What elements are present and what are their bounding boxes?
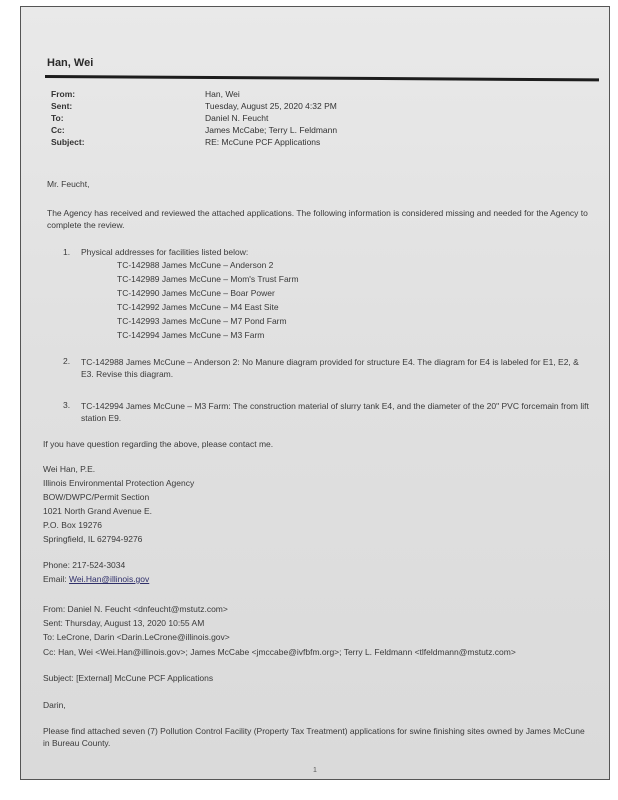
orig-to: To: LeCrone, Darin <Darin.LeCrone@illinois.gov> bbox=[43, 632, 230, 642]
page-number: 1 bbox=[313, 767, 317, 774]
header-divider bbox=[45, 75, 599, 81]
facility-item: TC-142994 James McCune – M3 Farm bbox=[117, 330, 265, 340]
facility-item: TC-142989 James McCune – Mom's Trust Farm bbox=[117, 274, 299, 284]
signature-line: Springfield, IL 62794-9276 bbox=[43, 534, 143, 544]
item3-number: 3. bbox=[63, 400, 71, 410]
item3-text: TC-142994 James McCune – M3 Farm: The construction material of slurry tank E4, and the diameter of the 20" PVC forcemain from lift station E9. bbox=[81, 401, 589, 423]
signature-line: Wei Han, P.E. bbox=[43, 464, 96, 474]
item1-text: Physical addresses for facilities listed below: bbox=[81, 247, 249, 257]
orig-body: Please find attached seven (7) Pollution Control Facility (Property Tax Treatment) applications for swine finishing sites owned by James McCune in Bureau County. bbox=[43, 726, 585, 748]
orig-cc: Cc: Han, Wei <Wei.Han@illinois.gov>; James McCabe <jmccabe@ivfbfm.org>; Terry L. Feldmann <tlfeldmann@mstutz.com> bbox=[43, 647, 516, 657]
intro-paragraph: The Agency has received and reviewed the attached applications. The following information is considered missing and needed for the Agency to complete the review. bbox=[47, 208, 588, 230]
facility-item: TC-142988 James McCune – Anderson 2 bbox=[117, 260, 274, 270]
cc-label: Cc: bbox=[51, 125, 65, 135]
from-value: Han, Wei bbox=[205, 89, 240, 99]
orig-subject: Subject: [External] McCune PCF Applications bbox=[43, 673, 214, 683]
orig-from: From: Daniel N. Feucht <dnfeucht@mstutz.com> bbox=[43, 604, 228, 614]
signature-line: 1021 North Grand Avenue E. bbox=[43, 506, 153, 516]
email-label: Email: bbox=[43, 574, 69, 584]
subject-value: RE: McCune PCF Applications bbox=[205, 137, 321, 147]
closing-line: If you have question regarding the above, please contact me. bbox=[43, 439, 274, 449]
greeting: Mr. Feucht, bbox=[47, 179, 90, 189]
sender-name: Han, Wei bbox=[47, 57, 94, 69]
signature-line: P.O. Box 19276 bbox=[43, 520, 102, 530]
facility-item: TC-142993 James McCune – M7 Pond Farm bbox=[117, 316, 287, 326]
signature-line: BOW/DWPC/Permit Section bbox=[43, 492, 150, 502]
to-value: Daniel N. Feucht bbox=[205, 113, 269, 123]
facility-item: TC-142992 James McCune – M4 East Site bbox=[117, 302, 279, 312]
email-line bbox=[43, 574, 149, 584]
sent-label: Sent: bbox=[51, 101, 73, 111]
item2-number: 2. bbox=[63, 356, 71, 366]
cc-value: James McCabe; Terry L. Feldmann bbox=[205, 125, 338, 135]
orig-sent: Sent: Thursday, August 13, 2020 10:55 AM bbox=[43, 618, 205, 628]
facility-item: TC-142990 James McCune – Boar Power bbox=[117, 288, 275, 298]
sent-value: Tuesday, August 25, 2020 4:32 PM bbox=[205, 101, 337, 111]
orig-greeting: Darin, bbox=[43, 700, 66, 710]
document-page bbox=[20, 6, 610, 780]
subject-label: Subject: bbox=[51, 137, 85, 147]
from-label: From: bbox=[51, 89, 76, 99]
phone-line: Phone: 217-524-3034 bbox=[43, 560, 126, 570]
signature-line: Illinois Environmental Protection Agency bbox=[43, 478, 195, 488]
item1-number: 1. bbox=[63, 247, 71, 257]
item2-text: TC-142988 James McCune – Anderson 2: No Manure diagram provided for structure E4. The diagram for E4 is labeled for E1, E2, & E3. Revise this diagram. bbox=[81, 357, 579, 379]
to-label: To: bbox=[51, 113, 64, 123]
email-link[interactable]: Wei.Han@illinois.gov bbox=[68, 574, 150, 584]
